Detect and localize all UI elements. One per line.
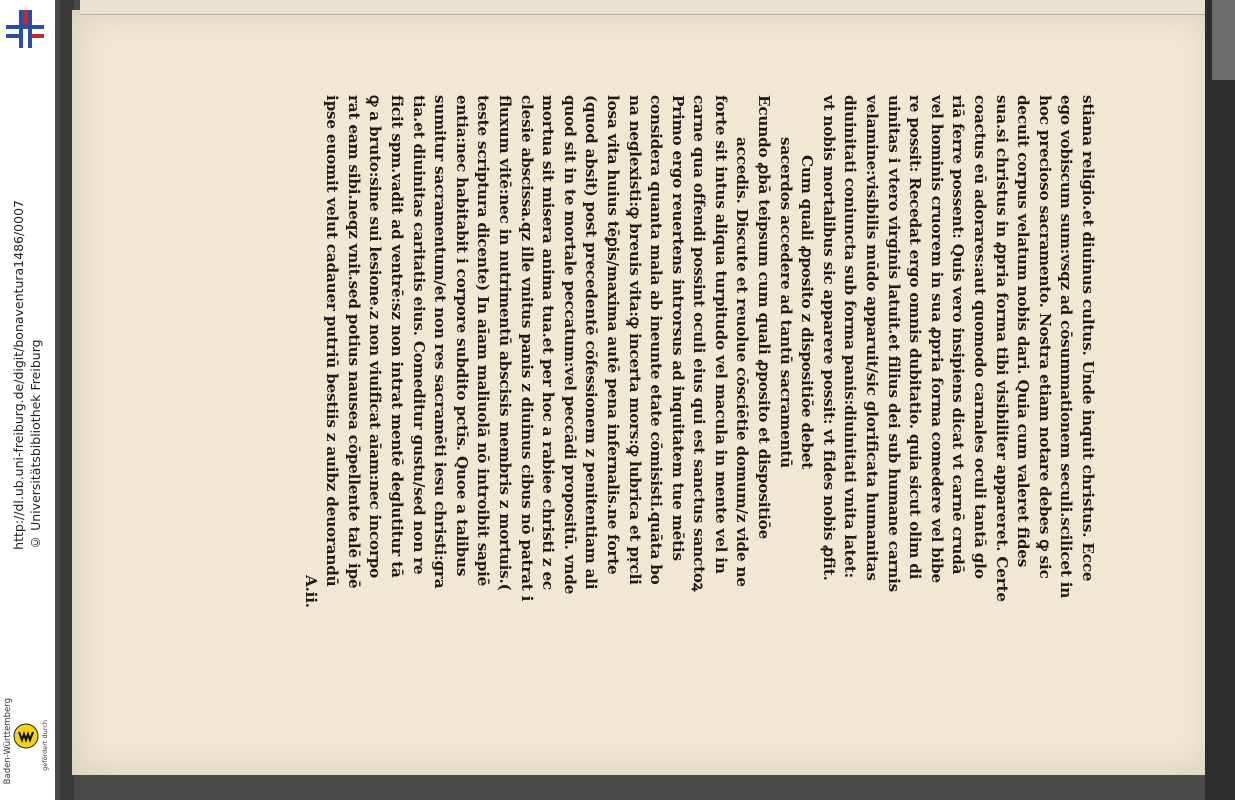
text-line: tia.et diuinitas caritatis eius. Comeditur gustu/sed non re [409,95,428,575]
text-line: uinitas i vtero virginis latuit.et filius dei sub humane carnis [884,95,903,593]
text-line: na neglexisti:ꝙ breuis vita:ꝙ incerta mors:ꝙ lubrica et pṛcli [625,95,644,585]
text-line: considera quanta mala ab ineunte etate cōmisisti.quāta bo [647,95,666,585]
text-line: velamine:visibilis mūdo apparuit/sic glorificata humanitas [863,95,882,581]
section-heading-line: sacerdos accedere ad tantū sacramentū [776,137,795,469]
text-line: stiana religio.et diuinus cultus. Unde inquit christus. Ecce [1079,95,1097,582]
text-line: rat eam sibi.neqz vnit.sed potius nausea cōpellente talē ipē [344,95,363,589]
text-line: vel hominis cruorem in sua ꝓpria forma comedere vel bibe [927,95,946,583]
binding-strip [1212,0,1235,80]
text-line: teste scriptura dicente) In aīam maliuolā nō introibit sapiē [474,95,493,587]
text-line: Primo ergo reuertens introrsus ad inquitatem tue mētis [668,95,687,561]
text-line: forte sit intus aliqua turpitudo vel macula in mente vel in [711,95,730,574]
source-attribution [3,200,51,580]
text-line: quod sit in te mortale peccatum:vel peccādi propositū. vnde [560,95,579,595]
text-line: (quod absit) post precedentē cōfessionem z penitentiam ali [582,95,601,590]
source-url[interactable]: http://dl.ub.uni-freiburg.de/digit/bonaventura1486/0007 [11,200,26,550]
text-line: vt nobis mortalibus sic apparere possit: vt fides nobis ꝓfit. [819,95,838,581]
text-line: diuinitati coniuncta sub forma panis:diuinitati vnita latet: [841,95,860,579]
ub-freiburg-logo-icon[interactable] [4,8,46,50]
funder-name: Baden-Württemberg [3,698,13,785]
text-line: ficit spm.vadit ad ventrē:sz non intrat mentē deglutitur tā [388,95,406,578]
text-line: ꝙ a bruto:sine sui lesione.z non viuificat aīam:nec incorpo [366,95,385,579]
text-line: accedis. Discute et reuolue cōsciētie domum/z vide ne [733,137,752,587]
text-line: clesie abscissa.qz ille vnitus panis z diuinus cibus nō patrat i [517,95,536,602]
printed-text-block [278,95,1098,630]
text-line: carne qua offendi possint oculi eius qui est sanctus sanctoꝝ [690,95,709,592]
baden-wuerttemberg-emblem-icon [13,723,39,749]
text-line: coactus eū adorares:aut quomodo carnales oculi tantā glo [971,95,990,579]
text-line: re possit: Recedat ergo omnis dubitatio. quia sicut olim di [906,95,925,580]
text-line: fluxum vitē:nec in nutrimentū abscisis membris z mortuis.( [495,95,514,591]
text-line: mortua sit misera anima tua.et per hoc a rabiee christi z ec [539,95,558,590]
text-line: sua.si christus in ꝓpria forma tibi visibiliter appareret. Certe [992,95,1011,602]
copyright-text: © Universitätsbibliothek Freiburg [28,339,43,550]
text-line: riā ferre possent: Quis vero insipiens dicat vt carnē crudā [949,95,968,575]
text-line: decuit corpus velatum nobis dari. Quia cum valeret fides [1014,95,1033,568]
page-right-edge [1205,0,1235,800]
funder-label: gefördert durch [41,720,49,771]
text-line: sumitur sacramentum/et non res sacramēti iesu christi:gra [431,95,450,589]
text-line: ipse euomit velut cadauer putriū bestiis z auibz deuorandū [323,95,342,587]
section-heading-line: Cum quali ꝓposito z dispositiōe debet [798,155,817,470]
page-top-edge [80,0,1210,15]
funder-badge [0,690,55,800]
viewer-sidebar [0,0,55,800]
text-line: hoc precioso sacramento. Nostra etiam notare debes ꝙ sic [1035,95,1054,579]
signature-mark: A.ii. [301,575,320,608]
text-line: entia:nec habitabit i corpore subdito pctīs. Quoe a talibus [452,95,471,577]
text-line: ego vobiscum sum:vsqz ad cōsummationem seculi.scilicet in [1057,95,1076,599]
text-line: losa vita huius tēꝑis/maxima autē pena infernalis.ne forte [603,95,622,575]
text-line: Ecundo ꝓbā teipsum cum quali ꝓposito et dispositiōe [755,95,774,540]
